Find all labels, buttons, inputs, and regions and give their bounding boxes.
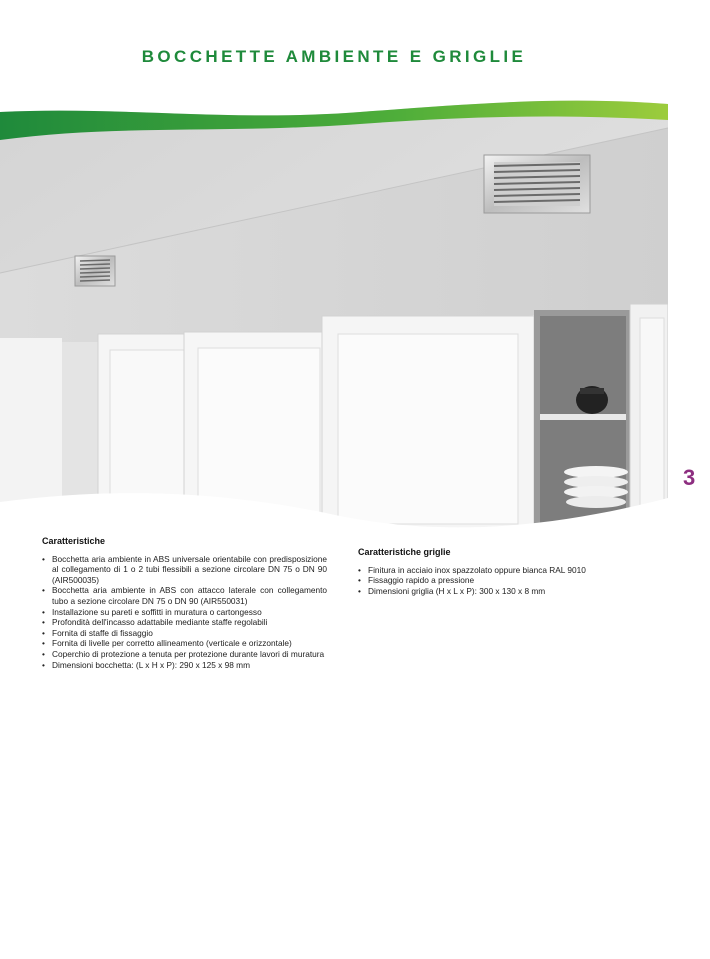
- characteristics-section: [42, 536, 327, 670]
- list-item: • Finitura in acciaio inox spazzolato oppure bianca RAL 9010: [358, 565, 628, 576]
- grille-characteristics-list: [358, 565, 628, 597]
- list-item: • Installazione su pareti e soffitti in muratura o cartongesso: [42, 607, 327, 618]
- page-title: BOCCHETTE AMBIENTE E GRIGLIE: [141, 47, 527, 66]
- page-number: 3: [683, 465, 696, 490]
- list-item: • Coperchio di protezione a tenuta per protezione durante lavori di muratura: [42, 649, 327, 660]
- list-item: • Bocchetta aria ambiente in ABS universale orientabile con predisposizione al collegamento di 1 o 2 tubi flessibili a sezione circolare DN 75 o DN 90 (AIR500035): [42, 554, 327, 586]
- characteristics-heading: Caratteristiche: [42, 536, 106, 546]
- vent-grille-large: [484, 155, 590, 213]
- list-item: • Profondità dell'incasso adattabile mediante staffe regolabili: [42, 617, 327, 628]
- list-item: • Bocchetta aria ambiente in ABS con attacco laterale con collegamento tubo a sezione circolare DN 75 o DN 90 (AIR550031): [42, 585, 327, 606]
- list-item: • Dimensioni bocchetta: (L x H x P): 290 x 125 x 98 mm: [42, 660, 327, 671]
- list-item: • Fissaggio rapido a pressione: [358, 575, 628, 586]
- vent-grille-small: [75, 256, 115, 286]
- characteristics-list: [42, 554, 327, 671]
- hero-image: [0, 98, 668, 530]
- list-item: • Dimensioni griglia (H x L x P): 300 x 130 x 8 mm: [358, 586, 628, 597]
- grille-characteristics-section: [358, 547, 628, 596]
- list-item: • Fornita di staffe di fissaggio: [42, 628, 327, 639]
- list-item: • Fornita di livelle per corretto allineamento (verticale e orizzontale): [42, 638, 327, 649]
- grille-characteristics-heading: Caratteristiche griglie: [358, 547, 451, 557]
